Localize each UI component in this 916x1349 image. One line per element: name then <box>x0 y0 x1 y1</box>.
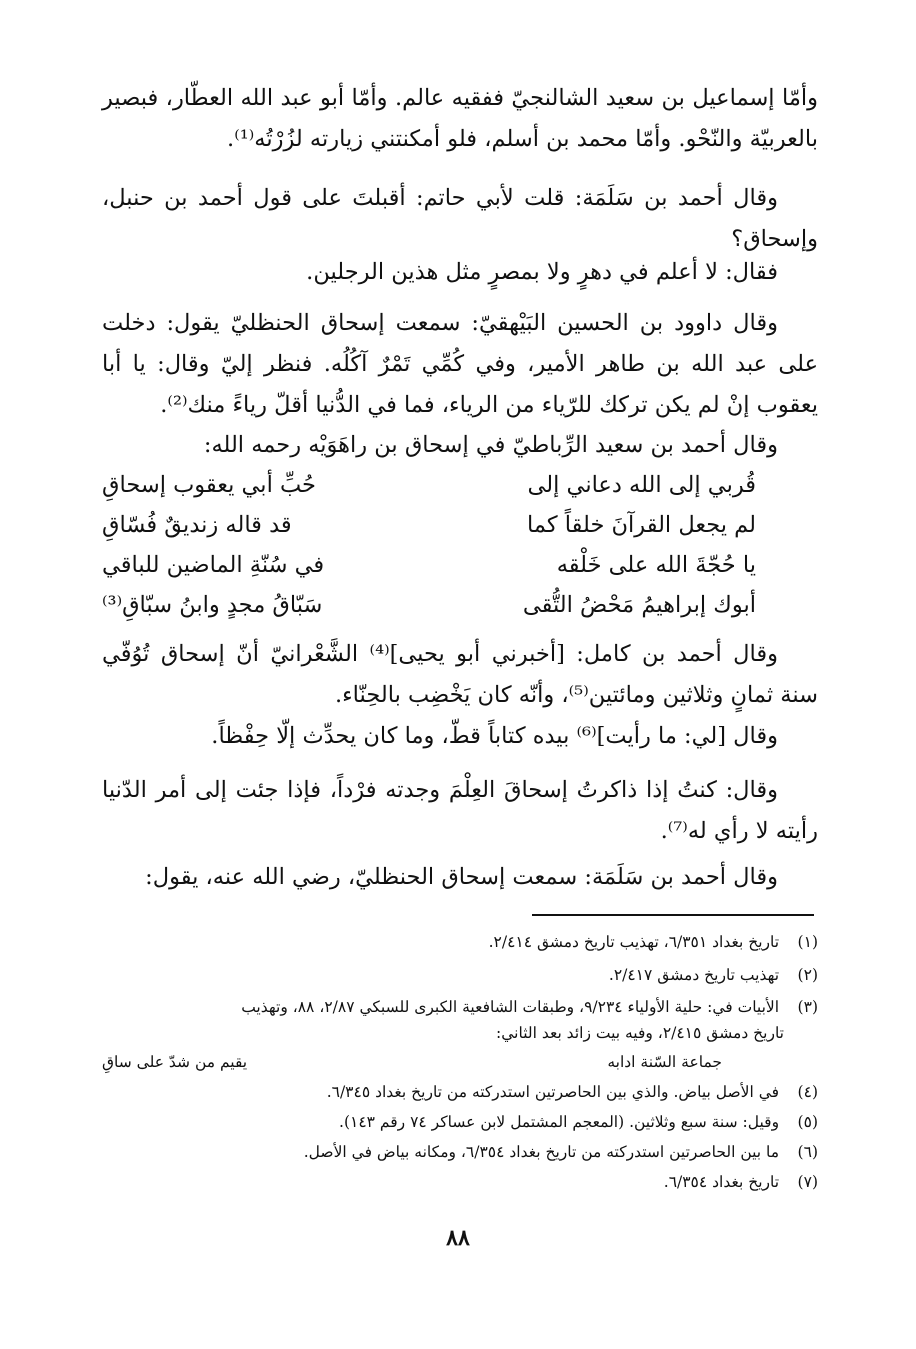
footnote-number: (١) <box>797 933 818 951</box>
footnote-3-continuation: تاريخ دمشق ٢/٤١٥، وفيه بيت زائد بعد الثاني: <box>496 1024 784 1042</box>
verse-first-hemistich: قُربي إلى الله دعاني إلى <box>527 472 756 498</box>
footnote-text: ما بين الحاصرتين استدركته من تاريخ بغداد ٦/٣٥٤، ومكانه بياض في الأصل. <box>303 1143 780 1161</box>
verse-second-hemistich: في سُنّةِ الماضين للباقي <box>102 552 325 578</box>
footnote-verse-second-hemistich: يقيم من شدّ على ساقِ <box>102 1053 248 1071</box>
footnote-text: تاريخ بغداد ٦/٣٥٤. <box>663 1173 780 1191</box>
footnote-number: (٢) <box>797 966 818 984</box>
poem-verse <box>102 592 818 632</box>
footnote-number: (٧) <box>797 1173 818 1191</box>
paragraph-7: وقال [لي: ما رأيت]⁽⁶⁾ بيده كتاباً قطّ، وما كان يحدِّث إلّا حِفْظاً. <box>211 723 778 749</box>
poem-verse <box>102 512 818 552</box>
verse-first-hemistich: يا حُجّةَ الله على خَلْقه <box>556 552 756 578</box>
footnote-3-verse <box>102 1050 722 1074</box>
paragraph-1: وأمّا إسماعيل بن سعيد الشالنجيّ ففقيه عالم. وأمّا أبو عبد الله العطّار، فبصير بالعربيّة والنّحْو. وأمّا محمد بن أسلم، فلو أمكنتني زيارته لزُرْتُه⁽¹⁾. <box>102 85 818 152</box>
footnote-6 <box>102 1140 818 1164</box>
footnote-text: وقيل: سنة سبع وثلاثين. (المعجم المشتمل لابن عساكر ٧٤ رقم ١٤٣). <box>339 1113 780 1131</box>
verse-second-hemistich: حُبِّ أبي يعقوب إسحاقِ <box>102 472 316 498</box>
poem-verse <box>102 552 818 592</box>
paragraph-4: وقال داوود بن الحسين البَيْهقيّ: سمعت إسحاق الحنظليّ يقول: دخلت على عبد الله بن طاهر الأمير، وفي كُمِّي تَمْرٌ آكُلُه. فنظر إليّ وقال: يا أبا يعقوب إنْ لم يكن تركك للرّياء من الرياء، فما في الدُّنيا أقلّ رياءً منك⁽²⁾. <box>102 310 818 418</box>
verse-first-hemistich: أبوك إبراهيمُ مَحْضُ التُّقى <box>522 592 756 618</box>
paragraph-8: وقال: كنتُ إذا ذاكرتُ إسحاقَ العِلْمَ وجدته فرْداً، فإذا جئت إلى أمر الدّنيا رأيته لا رأي له⁽⁷⁾. <box>102 777 818 844</box>
footnote-2 <box>102 963 818 987</box>
footnote-1 <box>102 930 818 954</box>
paragraph-6: وقال أحمد بن كامل: [أخبرني أبو يحيى]⁽⁴⁾ الشَّعْرانيّ أنّ إسحاق تُوُفّي سنة ثمانٍ وثلاثين ومائتين⁽⁵⁾، وأنّه كان يَخْضِب بالحِنّاء. <box>102 641 818 708</box>
footnote-text: تهذيب تاريخ دمشق ٢/٤١٧. <box>608 966 780 984</box>
footnote-number: (٤) <box>797 1083 818 1101</box>
footnote-text: الأبيات في: حلية الأولياء ٩/٢٣٤، وطبقات الشافعية الكبرى للسبكي ٢/٨٧، ٨٨، وتهذيب <box>241 998 780 1016</box>
paragraph-3: فقال: لا أعلم في دهرٍ ولا بمصرٍ مثل هذين الرجلين. <box>306 259 778 285</box>
poem-verse <box>102 472 818 512</box>
verse-first-hemistich: لم يجعل القرآنَ خلقاً كما <box>527 512 756 538</box>
footnote-7 <box>102 1170 818 1194</box>
footnote-text: تاريخ بغداد ٦/٣٥١، تهذيب تاريخ دمشق ٢/٤١٤. <box>488 933 780 951</box>
footnote-4 <box>102 1080 818 1104</box>
footnote-number: (٥) <box>797 1113 818 1131</box>
verse-second-hemistich: قد قاله زنديقٌ فُسّاقِ <box>102 512 292 538</box>
footnote-separator <box>532 914 814 916</box>
paragraph-5: وقال أحمد بن سعيد الرِّباطيّ في إسحاق بن راهَوَيْه رحمه الله: <box>203 432 778 458</box>
paragraph-2: وقال أحمد بن سَلَمَة: قلت لأبي حاتم: أقبلتَ على قول أحمد بن حنبل، وإسحاق؟ <box>102 185 818 252</box>
footnote-number: (٣) <box>797 998 818 1016</box>
footnote-text: في الأصل بياض. والذي بين الحاصرتين استدركته من تاريخ بغداد ٦/٣٤٥. <box>326 1083 780 1101</box>
page-number: ٨٨ <box>446 1225 470 1251</box>
footnote-5 <box>102 1110 818 1134</box>
verse-second-hemistich: سَبّاقُ مجدٍ وابنُ سبّاقِ⁽³⁾ <box>102 592 323 618</box>
footnote-3 <box>102 995 818 1019</box>
footnote-verse-first-hemistich: جماعة السّنة ادابه <box>607 1053 722 1071</box>
footnote-number: (٦) <box>797 1143 818 1161</box>
paragraph-9: وقال أحمد بن سَلَمَة: سمعت إسحاق الحنظليّ، رضي الله عنه، يقول: <box>145 864 778 890</box>
